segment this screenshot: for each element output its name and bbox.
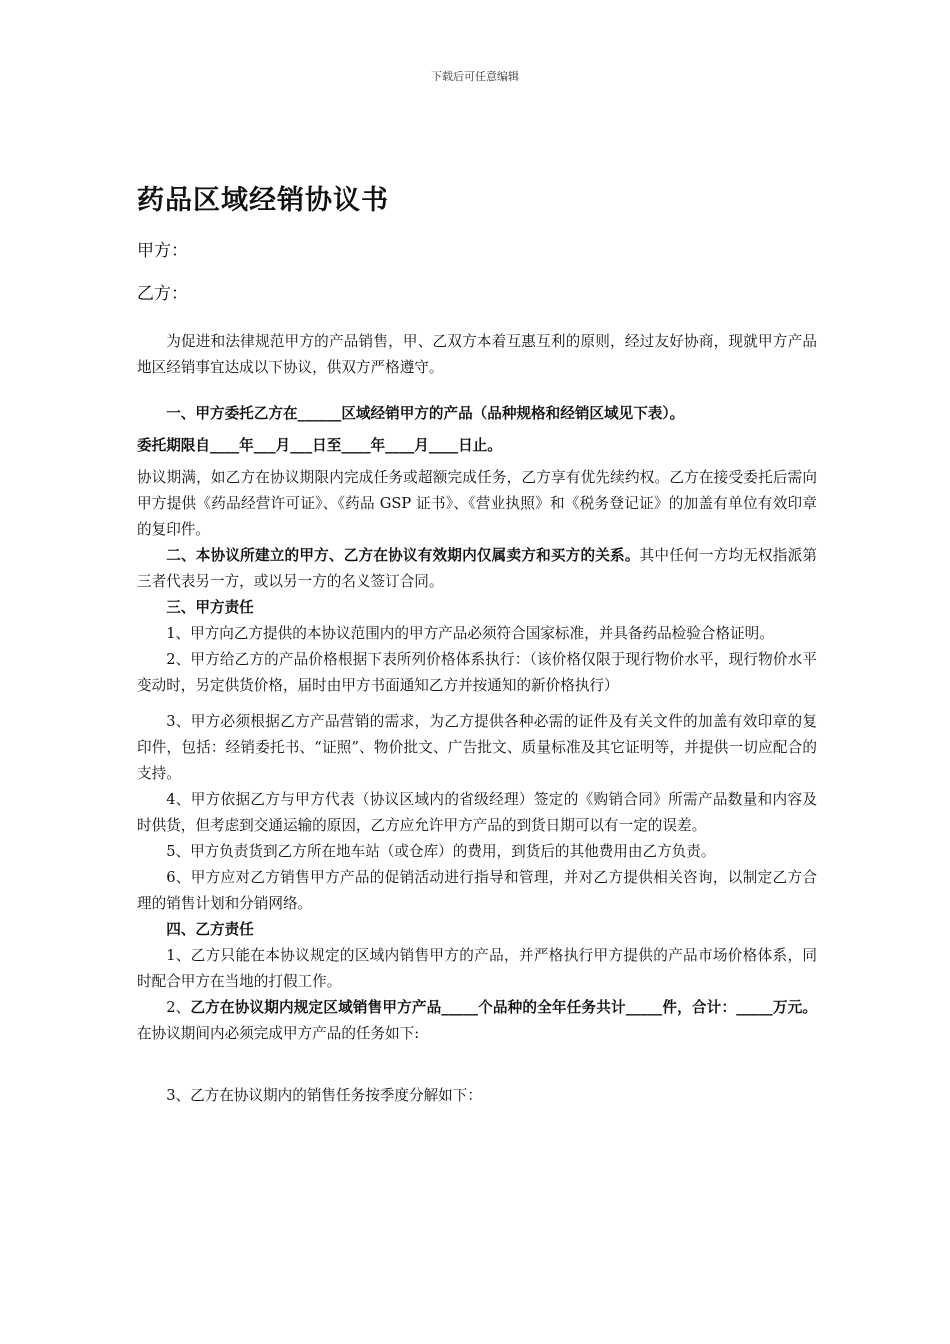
section-4-item-1: 1、乙方只能在本协议规定的区域内销售甲方的产品，并严格执行甲方提供的产品市场价格体系，同时配合甲方在当地的打假工作。 <box>137 947 817 990</box>
section-1-heading: 一、甲方委托乙方在______区域经销甲方的产品（品种规格和经销区域见下表）。 <box>166 405 685 422</box>
section-4-heading: 四、乙方责任 <box>166 921 254 938</box>
section-2-paragraph <box>137 543 817 595</box>
party-b-label: 乙方： <box>137 284 188 304</box>
page-header-note: 下载后可任意编辑 <box>431 70 519 83</box>
section-3-item-3: 3、甲方必须根据乙方产品营销的需求，为乙方提供各种必需的证件及有关文件的加盖有效印章的复印件，包括：经销委托书、“证照”、物价批文、广告批文、质量标准及其它证明等，并提供一切应配合的支持。 <box>137 713 817 782</box>
section-3-item-1: 1、甲方向乙方提供的本协议范围内的甲方产品必须符合国家标准，并具备药品检验合格证明。 <box>166 625 774 642</box>
section-1-body: 协议期满，如乙方在协议期限内完成任务或超额完成任务，乙方享有优先续约权。乙方在接受委托后需向甲方提供《药品经营许可证》、《药品 GSP 证书》、《营业执照》和《税务登记证》的加盖有单位有效印章的复印件。 <box>137 469 817 538</box>
section-3-item-5: 5、甲方负责货到乙方所在地车站（或仓库）的费用，到货后的其他费用由乙方负责。 <box>166 843 716 860</box>
section-4-item-2 <box>137 995 817 1047</box>
intro-paragraph: 为促进和法律规范甲方的产品销售，甲、乙双方本着互惠互利的原则，经过友好协商，现就甲方产品地区经销事宜达成以下协议，供双方严格遵守。 <box>137 333 817 376</box>
section-4-item-2-bold: 乙方在协议期内规定区域销售甲方产品_____个品种的全年任务共计_____件，合计：_____万元。 <box>190 999 817 1016</box>
document-body <box>137 329 817 1109</box>
section-2-rest: 其中任何一方均无权指派第三者代表另一方，或以另一方的名义签订合同。 <box>137 547 817 590</box>
section-1-term: 委托期限自____年___月___日至____年____月____日止。 <box>137 437 502 454</box>
section-3-item-6: 6、甲方应对乙方销售甲方产品的促销活动进行指导和管理，并对乙方提供相关咨询，以制定乙方合理的销售计划和分销网络。 <box>137 869 817 912</box>
section-4-item-2-rest: 在协议期间内必须完成甲方产品的任务如下: <box>137 1025 420 1042</box>
party-a-label: 甲方： <box>137 241 188 261</box>
section-3-item-2: 2、甲方给乙方的产品价格根据下表所列价格体系执行：（该价格仅限于现行物价水平，现行物价水平变动时，另定供货价格，届时由甲方书面通知乙方并按通知的新价格执行） <box>137 651 817 694</box>
section-4-item-2-lead: 2、 <box>166 999 191 1016</box>
section-4-item-3: 3、乙方在协议期内的销售任务按季度分解如下： <box>166 1087 482 1104</box>
section-2-bold: 二、本协议所建立的甲方、乙方在协议有效期内仅属卖方和买方的关系。 <box>166 547 640 564</box>
document-title: 药品区域经销协议书 <box>137 185 389 216</box>
section-3-heading: 三、甲方责任 <box>166 599 254 616</box>
section-3-item-4: 4、甲方依据乙方与甲方代表（协议区域内的省级经理）签定的《购销合同》所需产品数量和内容及时供货，但考虑到交通运输的原因，乙方应允许甲方产品的到货日期可以有一定的误差。 <box>137 791 817 834</box>
